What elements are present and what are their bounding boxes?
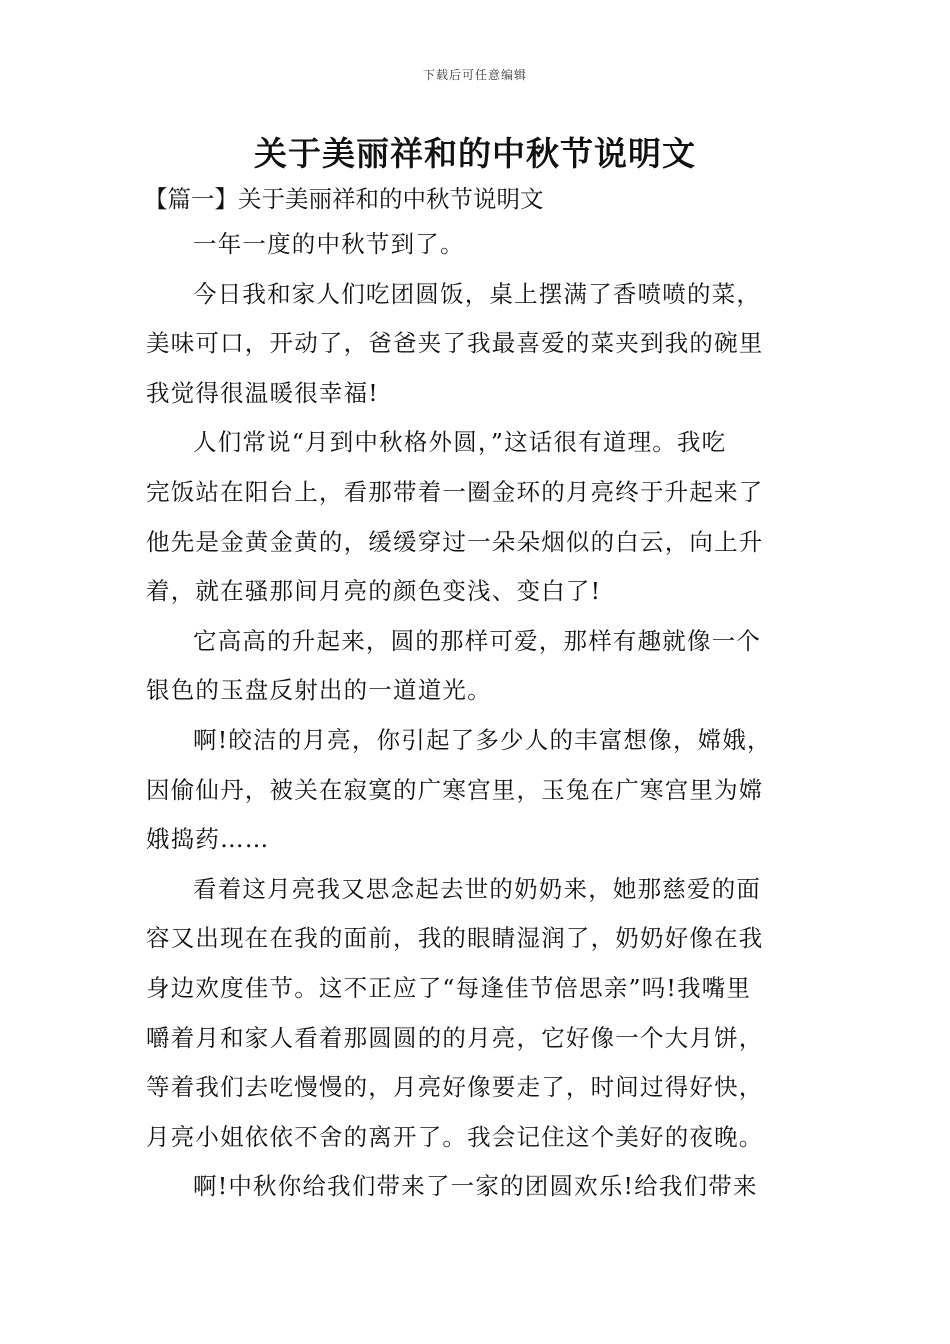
paragraph bbox=[146, 270, 810, 419]
text-line: 等着我们去吃慢慢的，月亮好像要走了，时间过得好快， bbox=[146, 1073, 764, 1102]
text-line: 嚼着月和家人看着那圆圆的的月亮，它好像一个大月饼， bbox=[146, 1023, 764, 1052]
paragraph bbox=[146, 220, 810, 270]
text-line: 啊!中秋你给我们带来了一家的团圆欢乐!给我们带来 bbox=[193, 1172, 758, 1201]
text-line: 啊!皎洁的月亮，你引起了多少人的丰富想像，嫦娥， bbox=[193, 725, 772, 754]
text-line: 美味可口，开动了，爸爸夹了我最喜爱的菜夹到我的碗里 bbox=[146, 329, 764, 358]
text-line: 因偷仙丹，被关在寂寞的广寒宫里，玉兔在广寒宫里为嫦 bbox=[146, 775, 764, 804]
paragraph bbox=[146, 617, 810, 716]
text-line: 银色的玉盘反射出的一道道光。 bbox=[146, 676, 492, 705]
paragraph bbox=[146, 1162, 810, 1212]
text-line: 容又出现在在我的面前，我的眼睛湿润了，奶奶好像在我 bbox=[146, 924, 764, 953]
document-body bbox=[146, 178, 810, 1212]
text-line: 完饭站在阳台上，看那带着一圈金环的月亮终于升起来了 bbox=[146, 477, 764, 506]
text-line: 它高高的升起来，圆的那样可爱，那样有趣就像一个 bbox=[193, 626, 762, 655]
text-line: 我觉得很温暖很幸福! bbox=[146, 378, 379, 407]
section-heading: 【篇一】关于美丽祥和的中秋节说明文 bbox=[144, 185, 544, 213]
text-line: 看着这月亮我又思念起去世的奶奶来，她那慈爱的面 bbox=[193, 874, 762, 903]
paragraph bbox=[146, 716, 810, 865]
text-line: 今日我和家人们吃团圆饭，桌上摆满了香喷喷的菜， bbox=[193, 279, 762, 308]
text-line: 身边欢度佳节。这不正应了“每逢佳节倍思亲”吗!我嘴里 bbox=[146, 973, 752, 1002]
paragraph bbox=[146, 418, 810, 616]
text-line: 他先是金黄金黄的，缓缓穿过一朵朵烟似的白云，向上升 bbox=[146, 527, 764, 556]
paragraph bbox=[146, 865, 810, 1163]
text-line: 月亮小姐依依不舍的离开了。我会记住这个美好的夜晚。 bbox=[146, 1122, 764, 1151]
header-note: 下载后可任意编辑 bbox=[422, 68, 527, 82]
text-line: 一年一度的中秋节到了。 bbox=[193, 230, 465, 258]
text-line: 着，就在骚那间月亮的颜色变浅、变白了! bbox=[146, 577, 602, 606]
document-title: 关于美丽祥和的中秋节说明文 bbox=[254, 134, 696, 173]
text-line: 娥捣药…… bbox=[146, 825, 270, 854]
text-line: 人们常说“月到中秋格外圆，”这话很有道理。我吃 bbox=[193, 428, 727, 457]
